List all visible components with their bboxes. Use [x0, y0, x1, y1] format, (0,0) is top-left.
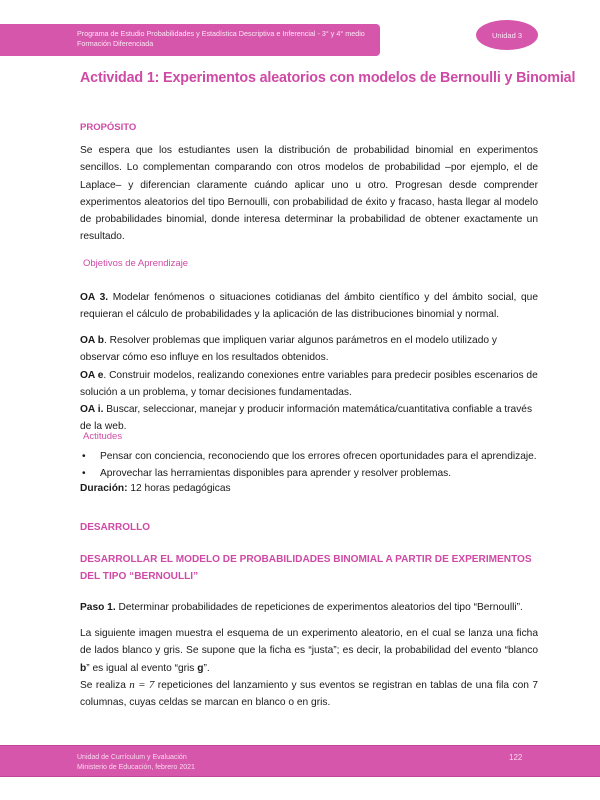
oa-list: [80, 332, 538, 436]
oa-text: . Resolver problemas que impliquen variar algunos parámetros en el modelo utilizado y observar cómo eso influye en los resultados obtenidos.: [80, 335, 497, 364]
oa-b: [80, 332, 538, 367]
text: ” es igual al evento “gris: [86, 662, 198, 674]
duracion: [80, 481, 231, 497]
unit-badge: Unidad 3: [476, 20, 538, 50]
text: ”.: [203, 662, 210, 674]
event-g: g: [197, 662, 204, 674]
actitudes-list: [80, 449, 550, 482]
oa-e: [80, 367, 538, 402]
list-item: • Pensar con conciencia, reconociendo que los errores ofrecen oportunidades para el aprendizaje.: [80, 449, 550, 466]
footer-unit: Unidad de Currículum y Evaluación: [77, 754, 187, 761]
oa-code: OA i.: [80, 404, 104, 416]
desarrollo-subheading: DESARROLLAR EL MODELO DE PROBABILIDADES BINOMIAL A PARTIR DE EXPERIMENTOS DEL TIPO “BERNOULLI”: [80, 554, 532, 582]
oa-code: OA e: [80, 369, 104, 381]
text: La siguiente imagen muestra el esquema de un experimento aleatorio, en el cual se lanza una ficha de lados blanco y gris. Se supone que la ficha es “justa”; es decir, la probabilidad del evento “blanco: [80, 628, 538, 657]
math-n: n = 7: [129, 678, 155, 691]
footer-bar: [0, 745, 600, 777]
experiment-description: [80, 625, 538, 711]
program-title: Programa de Estudio Probabilidades y Estadística Descriptiva e Inferencial - 3° y 4° medio: [77, 29, 365, 38]
actitudes-heading: Actitudes: [83, 431, 123, 442]
proposito-heading: PROPÓSITO: [80, 122, 137, 133]
page-number: 122: [509, 753, 523, 762]
activity-title: Actividad 1: Experimentos aleatorios con modelos de Bernoulli y Binomial: [80, 70, 576, 86]
paragraph-repeticiones: [80, 677, 538, 712]
oa-i: [80, 401, 538, 436]
duracion-label: Duración:: [80, 483, 128, 494]
oa-text: . Construir modelos, realizando conexiones entre variables para predecir posibles escenarios de solución a un problema, y tomar decisiones fundamentadas.: [80, 369, 538, 398]
desarrollo-heading: DESARROLLO: [80, 522, 150, 533]
text: repeticiones del lanzamiento y sus eventos se registran en tablas de una fila con 7 columnas, cuyas celdas se marcan en blanco o en gris.: [80, 679, 538, 709]
oa-code: OA b: [80, 335, 104, 346]
paso-1: [80, 600, 523, 616]
duracion-value: 12 horas pedagógicas: [127, 483, 231, 494]
oa-3: [80, 289, 538, 324]
footer-credits: [77, 753, 195, 773]
oa-text: Buscar, seleccionar, manejar y producir información matemática/cuantitativa confiable a través de la web.: [80, 404, 533, 433]
paso-label: Paso 1.: [80, 602, 116, 613]
program-subtitle: Formación Diferenciada: [77, 39, 154, 48]
oa-code: OA 3.: [80, 292, 109, 303]
list-item: • Aprovechar las herramientas disponibles para aprender y resolver problemas.: [80, 466, 550, 483]
objetivos-heading: Objetivos de Aprendizaje: [83, 258, 189, 269]
paragraph-ficha: [80, 625, 538, 677]
proposito-text: Se espera que los estudiantes usen la distribución de probabilidad binomial en experimentos sencillos. Lo complementan comparando con otros modelos de probabilidad –por ejemplo, el de Laplace– y diferencian claramente cuándo aplicar uno u otro. Progresan desde comprender experimentos aleatorios del tipo Bernoulli, con probabilidad de éxito y fracaso, hasta llegar al modelo de probabilidades binomial, donde interesa determinar la probabilidad de obtener exactamente un resultado.: [80, 145, 538, 243]
event-b: b: [80, 662, 87, 674]
paso-text: Determinar probabilidades de repeticiones de experimentos aleatorios del tipo “Bernoulli”.: [115, 602, 523, 613]
oa-text: Modelar fenómenos o situaciones cotidianas del ámbito científico y del ámbito social, que requieran el cálculo de probabilidades y la aplicación de las distribuciones binomial y normal.: [80, 292, 539, 321]
footer-ministry: Ministerio de Educación, febrero 2021: [77, 764, 195, 771]
text: Se realiza: [80, 679, 130, 691]
header-bar: [0, 24, 380, 56]
